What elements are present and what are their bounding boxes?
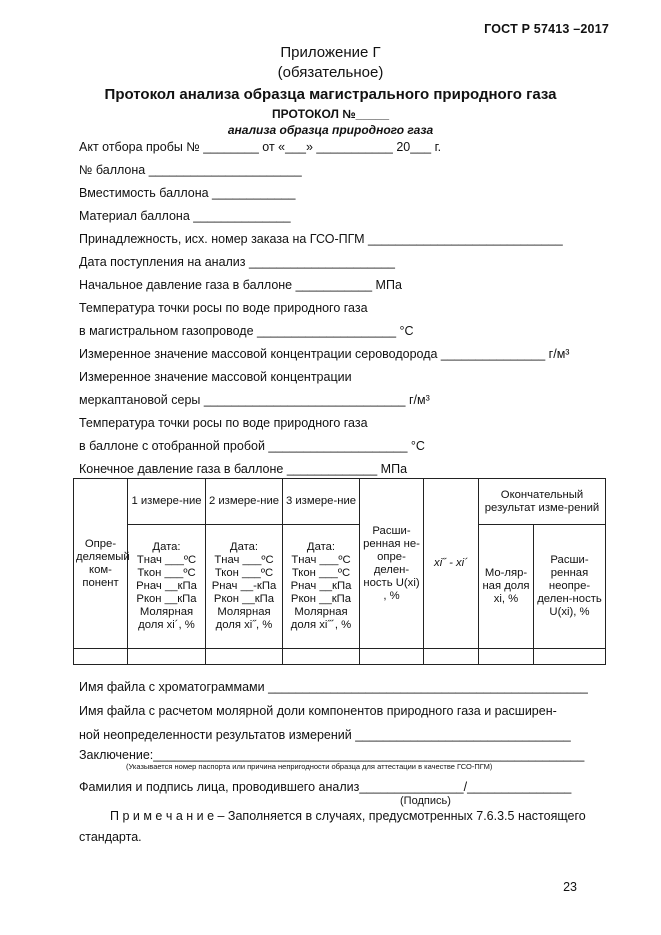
field-sample-act: Акт отбора пробы № ________ от «___» ___________ 20___ г. bbox=[79, 140, 442, 154]
empty-cell bbox=[206, 649, 283, 665]
signer-field: Фамилия и подпись лица, проводившего анализ_______________/_______________ bbox=[79, 780, 572, 794]
empty-cell bbox=[479, 649, 534, 665]
page-number: 23 bbox=[563, 880, 577, 894]
m3-date: Дата: bbox=[306, 541, 336, 553]
header-final-uncertainty: Расши-ренная неопре-делен-ность U(xi), % bbox=[534, 525, 606, 649]
empty-cell bbox=[283, 649, 360, 665]
conclusion-note: (Указывается номер паспорта или причина непригодности образца для аттестации в качестве ГСО-ПГМ) bbox=[126, 762, 493, 771]
signature-caption: (Подпись) bbox=[400, 795, 451, 807]
m2-t-end: Ткон ___ºС bbox=[214, 567, 274, 579]
results-table bbox=[73, 478, 606, 665]
measurement-1-params bbox=[128, 525, 206, 649]
field-final-pressure: Конечное давление газа в баллоне _____________ МПа bbox=[79, 462, 408, 476]
field-arrival-date: Дата поступления на анализ _____________________ bbox=[79, 255, 395, 269]
empty-cell bbox=[128, 649, 206, 665]
measurement-2-params bbox=[206, 525, 283, 649]
field-h2s-concentration: Измеренное значение массовой концентрации сероводорода _______________ г/м³ bbox=[79, 347, 570, 361]
m3-t-end: Ткон ___ºС bbox=[291, 567, 351, 579]
empty-cell bbox=[534, 649, 606, 665]
m2-p-start: Рнач __-кПа bbox=[211, 580, 277, 592]
m3-t-start: Тнач ___ºС bbox=[291, 554, 351, 566]
header-measurement-2: 2 измере-ние bbox=[206, 479, 283, 525]
header-final-result: Окончательный результат изме-рений bbox=[479, 479, 606, 525]
calc-file-field-line1: Имя файла с расчетом молярной доли компонентов природного газа и расширен- bbox=[79, 704, 557, 718]
m1-molar: Молярная доля xi´, % bbox=[138, 606, 195, 631]
m1-p-end: Ркон __кПа bbox=[136, 593, 197, 605]
chromatogram-file-field: Имя файла с хроматограммами ______________________________________________ bbox=[79, 680, 588, 694]
calc-file-field-line2: ной неопределенности результатов измерений _______________________________ bbox=[79, 728, 571, 742]
appendix-title: Приложение Г bbox=[280, 44, 381, 61]
protocol-number: ПРОТОКОЛ №_____ bbox=[271, 107, 390, 121]
header-measurement-1: 1 измере-ние bbox=[128, 479, 206, 525]
field-dewpoint-cylinder-label: Температура точки росы по воде природного газа bbox=[79, 416, 368, 430]
field-mercaptan-label: Измеренное значение массовой концентрации bbox=[79, 370, 352, 384]
m1-date: Дата: bbox=[152, 541, 181, 553]
m3-p-start: Рнач __кПа bbox=[290, 580, 352, 592]
field-dewpoint-label: Температура точки росы по воде природного газа bbox=[79, 301, 368, 315]
field-initial-pressure: Начальное давление газа в баллоне ___________ МПа bbox=[79, 278, 402, 292]
header-difference: xi˝ - xi´ bbox=[424, 479, 479, 649]
m3-molar: Молярная доля xi˝´, % bbox=[290, 606, 352, 631]
field-cylinder-material: Материал баллона ______________ bbox=[79, 209, 291, 223]
measurement-3-params bbox=[283, 525, 360, 649]
conclusion-field: Заключение:______________________________________________________________ bbox=[79, 748, 585, 762]
protocol-subtitle: анализа образца природного газа bbox=[227, 123, 434, 137]
m1-t-start: Тнач ___ºС bbox=[136, 554, 197, 566]
mandatory-label: (обязательное) bbox=[277, 64, 384, 81]
protocol-main-title: Протокол анализа образца магистрального природного газа bbox=[104, 86, 557, 103]
field-mercaptan-sulfur: меркаптановой серы _____________________________ г/м³ bbox=[79, 393, 430, 407]
header-measurement-3: 3 измере-ние bbox=[283, 479, 360, 525]
header-expanded-uncertainty: Расши-ренная не-опре-делен-ность U(xi) , % bbox=[360, 479, 424, 649]
empty-cell bbox=[424, 649, 479, 665]
header-final-molar: Мо-ляр-ная доля xi, % bbox=[479, 525, 534, 649]
field-dewpoint-pipeline: в магистральном газопроводе ____________________ °С bbox=[79, 324, 414, 338]
field-ownership: Принадлежность, исх. номер заказа на ГСО-ПГМ ____________________________ bbox=[79, 232, 563, 246]
m2-molar: Молярная доля xi˝, % bbox=[215, 606, 273, 631]
field-cylinder-capacity: Вместимость баллона ____________ bbox=[79, 186, 296, 200]
m3-p-end: Ркон __кПа bbox=[290, 593, 352, 605]
field-cylinder-number: № баллона ______________________ bbox=[79, 163, 302, 177]
m2-date: Дата: bbox=[229, 541, 259, 553]
note-line-1: П р и м е ч а н и е – Заполняется в случаях, предусмотренных 7.6.3.5 настоящего bbox=[110, 809, 586, 823]
field-dewpoint-cylinder: в баллоне с отобранной пробой ____________________ °С bbox=[79, 439, 425, 453]
m1-t-end: Ткон ___ºС bbox=[137, 567, 196, 579]
m2-p-end: Ркон __кПа bbox=[213, 593, 275, 605]
standard-header: ГОСТ Р 57413 –2017 bbox=[484, 22, 609, 36]
header-component: Опре-деляемый ком-понент bbox=[74, 479, 128, 649]
m1-p-start: Рнач __кПа bbox=[136, 580, 197, 592]
empty-cell bbox=[360, 649, 424, 665]
note-line-2: стандарта. bbox=[79, 830, 142, 844]
m2-t-start: Тнач ___ºС bbox=[214, 554, 274, 566]
empty-cell bbox=[74, 649, 128, 665]
